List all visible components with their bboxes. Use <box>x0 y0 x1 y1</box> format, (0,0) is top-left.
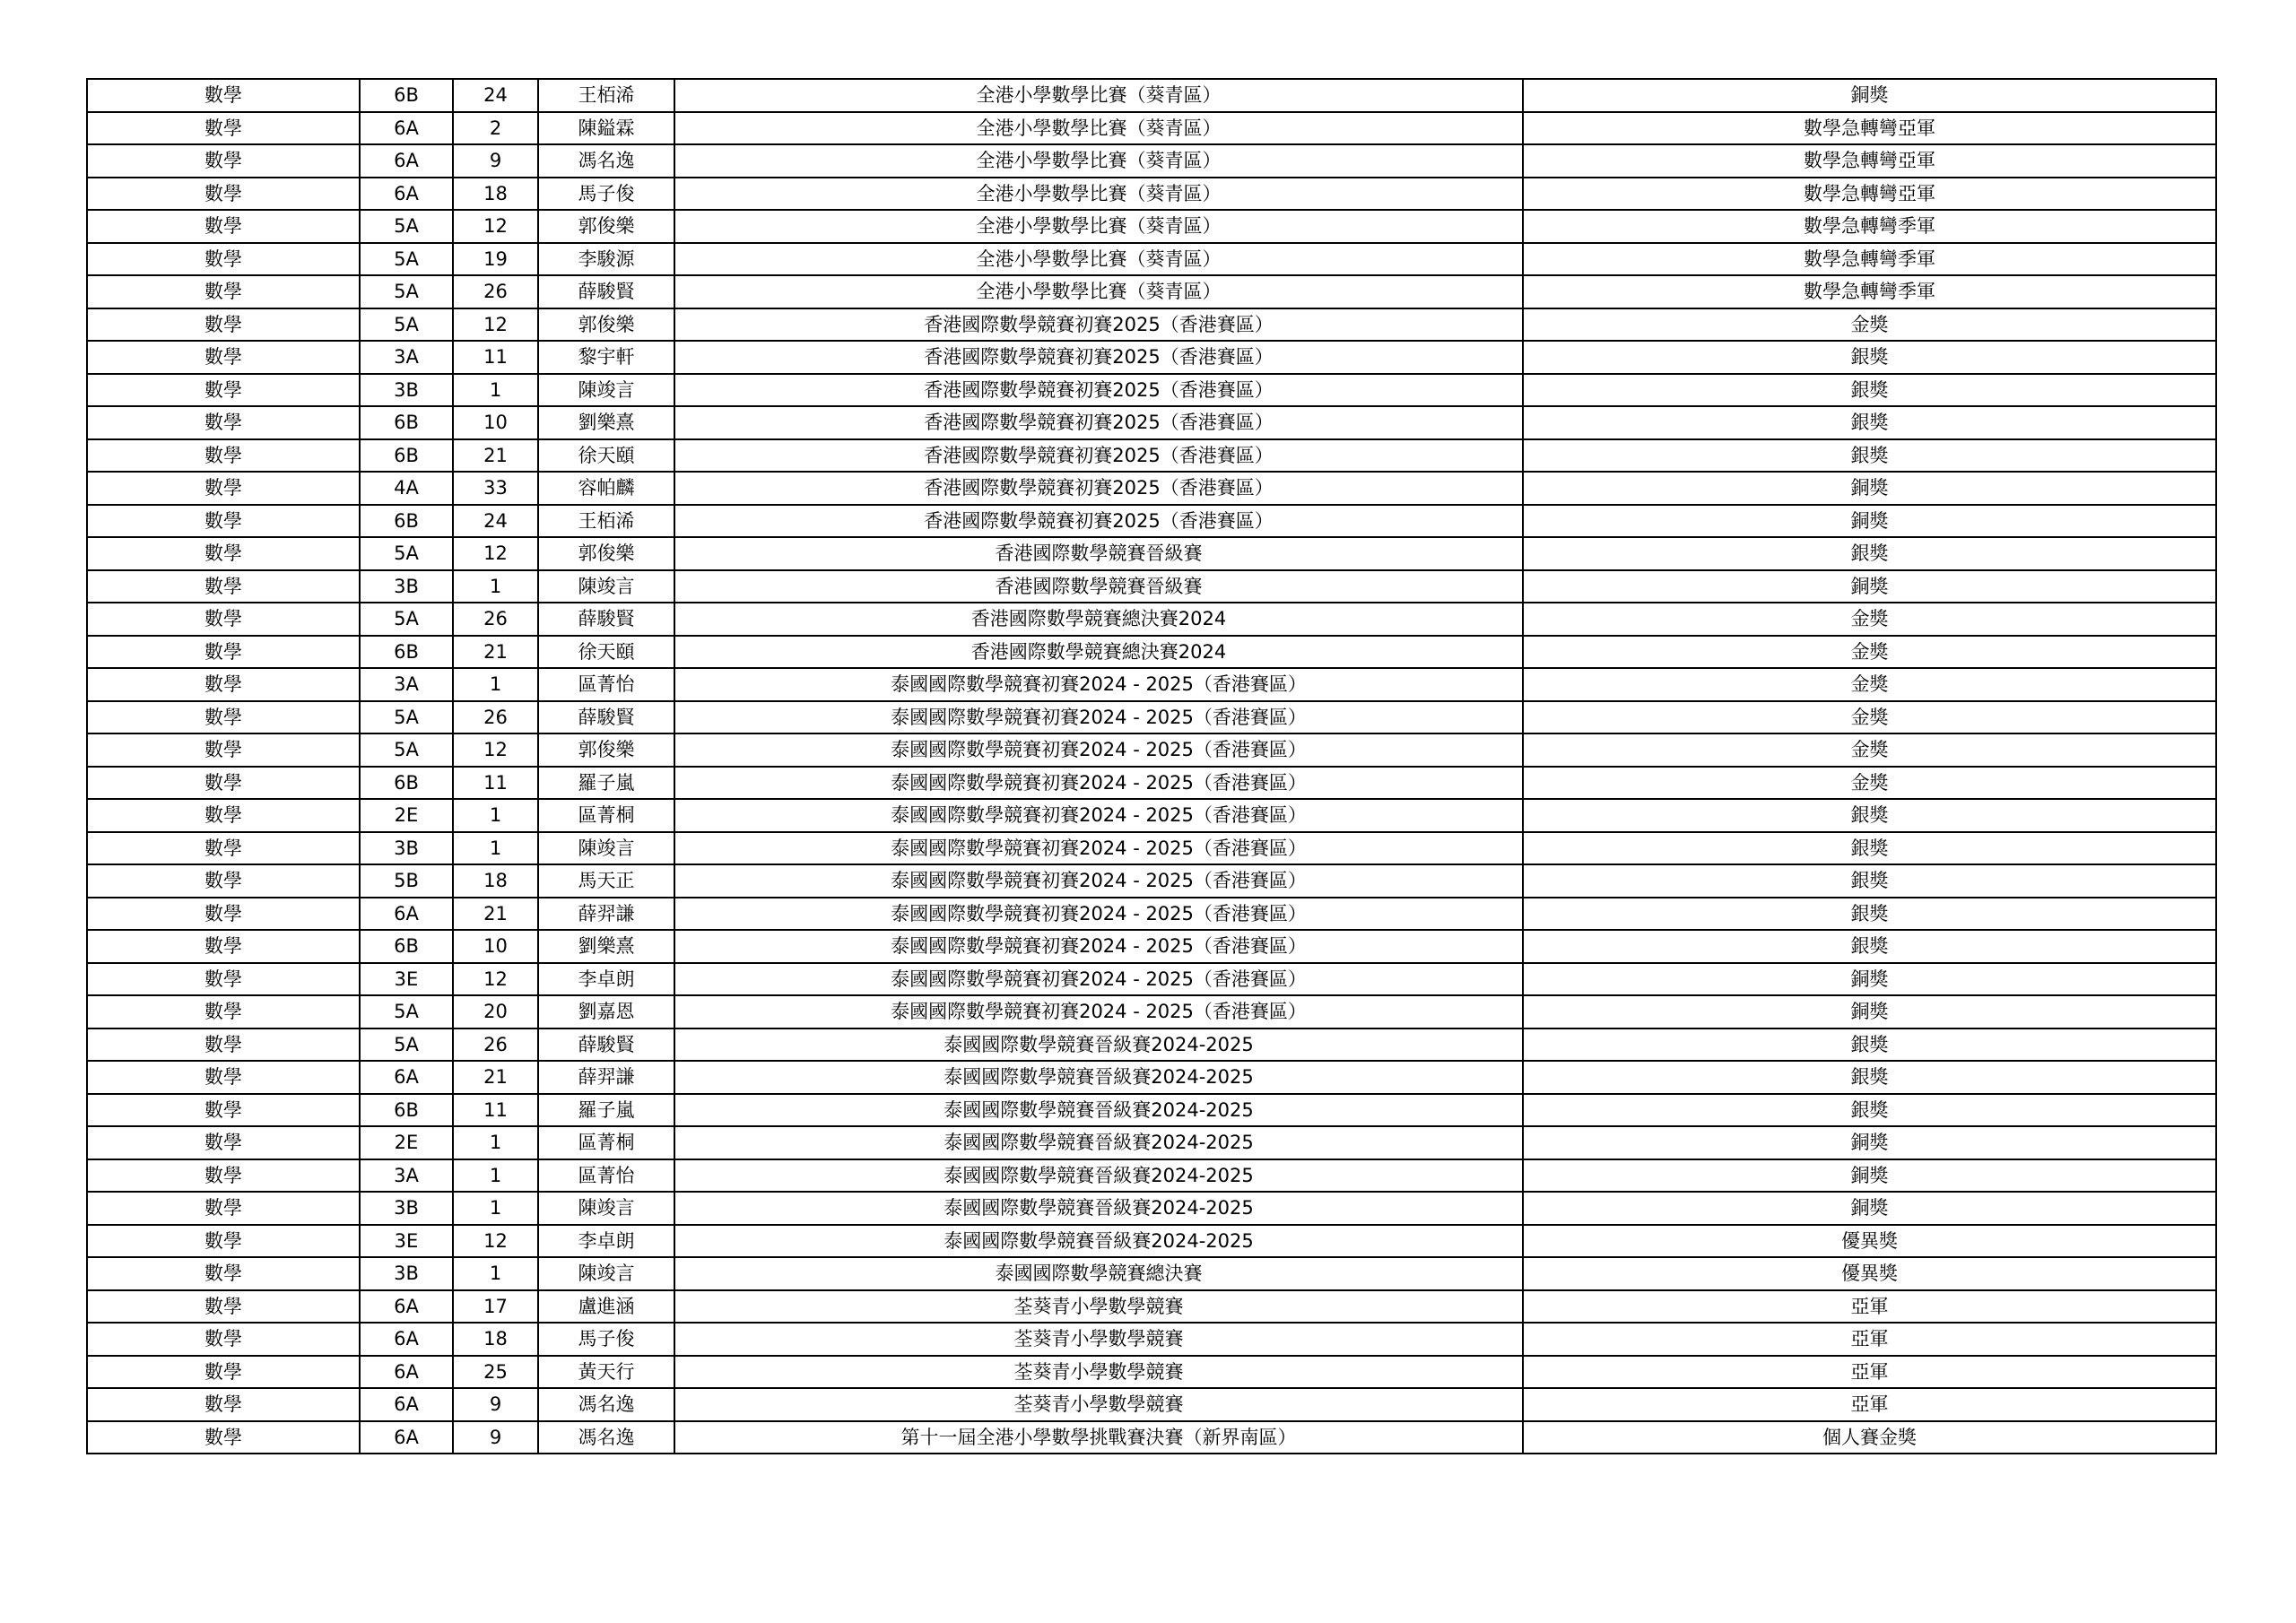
subject-cell: 數學 <box>87 1192 360 1225</box>
award-cell: 銀獎 <box>1523 799 2216 832</box>
award-cell: 銀獎 <box>1523 1061 2216 1094</box>
student-name-cell: 盧進涵 <box>538 1290 674 1324</box>
table-row <box>87 1257 2216 1290</box>
competition-cell: 香港國際數學競賽初賽2025（香港賽區） <box>674 374 1523 407</box>
student-name-cell: 郭俊樂 <box>538 537 674 570</box>
subject-cell: 數學 <box>87 1126 360 1159</box>
student-number-cell: 1 <box>453 374 538 407</box>
table-row <box>87 668 2216 701</box>
competition-cell: 香港國際數學競賽初賽2025（香港賽區） <box>674 308 1523 342</box>
table-row <box>87 210 2216 243</box>
subject-cell: 數學 <box>87 1290 360 1324</box>
competition-cell: 香港國際數學競賽初賽2025（香港賽區） <box>674 472 1523 505</box>
student-number-cell: 1 <box>453 668 538 701</box>
student-number-cell: 11 <box>453 1094 538 1127</box>
class-cell: 6B <box>360 1094 453 1127</box>
student-number-cell: 25 <box>453 1356 538 1389</box>
class-cell: 5A <box>360 1028 453 1062</box>
student-number-cell: 21 <box>453 898 538 931</box>
table-row <box>87 570 2216 603</box>
competition-cell: 香港國際數學競賽初賽2025（香港賽區） <box>674 505 1523 538</box>
student-name-cell: 薛羿謙 <box>538 1061 674 1094</box>
student-name-cell: 陳竣言 <box>538 1192 674 1225</box>
class-cell: 6A <box>360 1421 453 1454</box>
student-number-cell: 1 <box>453 1159 538 1193</box>
competition-cell: 全港小學數學比賽（葵青區） <box>674 210 1523 243</box>
student-name-cell: 馬子俊 <box>538 1323 674 1356</box>
award-cell: 銀獎 <box>1523 374 2216 407</box>
competition-cell: 泰國國際數學競賽初賽2024 - 2025（香港賽區） <box>674 733 1523 767</box>
class-cell: 6B <box>360 79 453 112</box>
subject-cell: 數學 <box>87 178 360 211</box>
subject-cell: 數學 <box>87 79 360 112</box>
competition-cell: 香港國際數學競賽晉級賽 <box>674 570 1523 603</box>
subject-cell: 數學 <box>87 1257 360 1290</box>
student-number-cell: 26 <box>453 275 538 308</box>
subject-cell: 數學 <box>87 275 360 308</box>
competition-cell: 泰國國際數學競賽晉級賽2024-2025 <box>674 1192 1523 1225</box>
awards-table-body <box>87 79 2216 1454</box>
award-cell: 數學急轉彎季軍 <box>1523 210 2216 243</box>
competition-cell: 全港小學數學比賽（葵青區） <box>674 275 1523 308</box>
award-cell: 金獎 <box>1523 668 2216 701</box>
student-name-cell: 馮名逸 <box>538 1388 674 1421</box>
award-cell: 銀獎 <box>1523 930 2216 963</box>
class-cell: 6B <box>360 636 453 669</box>
student-number-cell: 18 <box>453 1323 538 1356</box>
table-row <box>87 733 2216 767</box>
class-cell: 3A <box>360 1159 453 1193</box>
subject-cell: 數學 <box>87 243 360 276</box>
subject-cell: 數學 <box>87 995 360 1028</box>
student-number-cell: 9 <box>453 1388 538 1421</box>
award-cell: 數學急轉彎亞軍 <box>1523 178 2216 211</box>
competition-cell: 荃葵青小學數學競賽 <box>674 1323 1523 1356</box>
class-cell: 3B <box>360 1257 453 1290</box>
award-cell: 銅獎 <box>1523 963 2216 996</box>
class-cell: 5A <box>360 210 453 243</box>
student-number-cell: 17 <box>453 1290 538 1324</box>
student-number-cell: 24 <box>453 505 538 538</box>
award-cell: 數學急轉彎亞軍 <box>1523 144 2216 178</box>
award-cell: 亞軍 <box>1523 1323 2216 1356</box>
student-name-cell: 羅子嵐 <box>538 1094 674 1127</box>
class-cell: 3A <box>360 341 453 374</box>
subject-cell: 數學 <box>87 767 360 800</box>
competition-cell: 泰國國際數學競賽晉級賽2024-2025 <box>674 1061 1523 1094</box>
table-row <box>87 472 2216 505</box>
table-row <box>87 374 2216 407</box>
competition-cell: 泰國國際數學競賽晉級賽2024-2025 <box>674 1028 1523 1062</box>
table-row <box>87 243 2216 276</box>
competition-cell: 全港小學數學比賽（葵青區） <box>674 144 1523 178</box>
award-cell: 金獎 <box>1523 308 2216 342</box>
class-cell: 3B <box>360 1192 453 1225</box>
award-cell: 金獎 <box>1523 733 2216 767</box>
student-name-cell: 徐天頤 <box>538 439 674 473</box>
table-row <box>87 178 2216 211</box>
class-cell: 6B <box>360 439 453 473</box>
subject-cell: 數學 <box>87 1356 360 1389</box>
student-number-cell: 26 <box>453 1028 538 1062</box>
award-cell: 銅獎 <box>1523 505 2216 538</box>
table-row <box>87 1159 2216 1193</box>
student-name-cell: 郭俊樂 <box>538 733 674 767</box>
student-name-cell: 薛駿賢 <box>538 275 674 308</box>
award-cell: 銅獎 <box>1523 472 2216 505</box>
student-name-cell: 薛駿賢 <box>538 603 674 636</box>
table-row <box>87 832 2216 865</box>
award-cell: 銀獎 <box>1523 1028 2216 1062</box>
table-row <box>87 1388 2216 1421</box>
class-cell: 5A <box>360 275 453 308</box>
subject-cell: 數學 <box>87 832 360 865</box>
award-cell: 銅獎 <box>1523 995 2216 1028</box>
subject-cell: 數學 <box>87 406 360 439</box>
award-cell: 銅獎 <box>1523 570 2216 603</box>
competition-cell: 香港國際數學競賽初賽2025（香港賽區） <box>674 406 1523 439</box>
award-cell: 銅獎 <box>1523 1159 2216 1193</box>
class-cell: 6A <box>360 178 453 211</box>
student-number-cell: 19 <box>453 243 538 276</box>
competition-cell: 第十一屆全港小學數學挑戰賽決賽（新界南區） <box>674 1421 1523 1454</box>
award-cell: 個人賽金獎 <box>1523 1421 2216 1454</box>
student-name-cell: 徐天頤 <box>538 636 674 669</box>
competition-cell: 泰國國際數學競賽初賽2024 - 2025（香港賽區） <box>674 995 1523 1028</box>
table-row <box>87 1061 2216 1094</box>
student-number-cell: 12 <box>453 963 538 996</box>
table-row <box>87 930 2216 963</box>
student-number-cell: 21 <box>453 1061 538 1094</box>
table-row <box>87 1192 2216 1225</box>
subject-cell: 數學 <box>87 112 360 145</box>
subject-cell: 數學 <box>87 439 360 473</box>
student-name-cell: 區菁怡 <box>538 668 674 701</box>
student-name-cell: 容帕麟 <box>538 472 674 505</box>
student-number-cell: 1 <box>453 1126 538 1159</box>
table-row <box>87 963 2216 996</box>
class-cell: 6B <box>360 930 453 963</box>
competition-cell: 荃葵青小學數學競賽 <box>674 1290 1523 1324</box>
subject-cell: 數學 <box>87 864 360 898</box>
student-number-cell: 2 <box>453 112 538 145</box>
table-row <box>87 636 2216 669</box>
student-number-cell: 18 <box>453 864 538 898</box>
table-row <box>87 995 2216 1028</box>
class-cell: 5A <box>360 537 453 570</box>
student-number-cell: 12 <box>453 1225 538 1258</box>
student-name-cell: 陳竣言 <box>538 832 674 865</box>
subject-cell: 數學 <box>87 1323 360 1356</box>
competition-cell: 香港國際數學競賽總決賽2024 <box>674 636 1523 669</box>
table-row <box>87 341 2216 374</box>
student-number-cell: 12 <box>453 733 538 767</box>
subject-cell: 數學 <box>87 603 360 636</box>
subject-cell: 數學 <box>87 1094 360 1127</box>
table-row <box>87 1356 2216 1389</box>
class-cell: 2E <box>360 1126 453 1159</box>
class-cell: 5A <box>360 308 453 342</box>
student-name-cell: 區菁桐 <box>538 1126 674 1159</box>
class-cell: 5A <box>360 733 453 767</box>
competition-cell: 香港國際數學競賽初賽2025（香港賽區） <box>674 439 1523 473</box>
table-row <box>87 1421 2216 1454</box>
student-name-cell: 王栢浠 <box>538 79 674 112</box>
competition-cell: 泰國國際數學競賽初賽2024 - 2025（香港賽區） <box>674 799 1523 832</box>
competition-cell: 泰國國際數學競賽晉級賽2024-2025 <box>674 1094 1523 1127</box>
subject-cell: 數學 <box>87 1028 360 1062</box>
student-number-cell: 9 <box>453 1421 538 1454</box>
award-cell: 金獎 <box>1523 603 2216 636</box>
competition-cell: 泰國國際數學競賽初賽2024 - 2025（香港賽區） <box>674 930 1523 963</box>
table-row <box>87 537 2216 570</box>
subject-cell: 數學 <box>87 1061 360 1094</box>
table-row <box>87 799 2216 832</box>
class-cell: 5A <box>360 603 453 636</box>
student-name-cell: 馮名逸 <box>538 144 674 178</box>
class-cell: 5A <box>360 701 453 734</box>
student-number-cell: 1 <box>453 799 538 832</box>
competition-cell: 泰國國際數學競賽晉級賽2024-2025 <box>674 1126 1523 1159</box>
subject-cell: 數學 <box>87 963 360 996</box>
award-cell: 銀獎 <box>1523 341 2216 374</box>
table-row <box>87 603 2216 636</box>
table-row <box>87 505 2216 538</box>
award-cell: 金獎 <box>1523 701 2216 734</box>
subject-cell: 數學 <box>87 472 360 505</box>
student-number-cell: 12 <box>453 210 538 243</box>
table-row <box>87 1094 2216 1127</box>
student-name-cell: 馬子俊 <box>538 178 674 211</box>
table-row <box>87 1028 2216 1062</box>
student-number-cell: 21 <box>453 439 538 473</box>
award-cell: 銀獎 <box>1523 832 2216 865</box>
student-name-cell: 陳竣言 <box>538 1257 674 1290</box>
award-cell: 數學急轉彎季軍 <box>1523 243 2216 276</box>
student-name-cell: 李卓朗 <box>538 1225 674 1258</box>
competition-cell: 香港國際數學競賽初賽2025（香港賽區） <box>674 341 1523 374</box>
competition-cell: 泰國國際數學競賽初賽2024 - 2025（香港賽區） <box>674 963 1523 996</box>
award-cell: 金獎 <box>1523 636 2216 669</box>
student-name-cell: 李駿源 <box>538 243 674 276</box>
award-cell: 數學急轉彎亞軍 <box>1523 112 2216 145</box>
student-name-cell: 區菁桐 <box>538 799 674 832</box>
table-row <box>87 308 2216 342</box>
subject-cell: 數學 <box>87 537 360 570</box>
class-cell: 6A <box>360 898 453 931</box>
subject-cell: 數學 <box>87 374 360 407</box>
competition-cell: 全港小學數學比賽（葵青區） <box>674 178 1523 211</box>
subject-cell: 數學 <box>87 668 360 701</box>
subject-cell: 數學 <box>87 930 360 963</box>
subject-cell: 數學 <box>87 733 360 767</box>
table-row <box>87 439 2216 473</box>
table-row <box>87 701 2216 734</box>
student-name-cell: 薛駿賢 <box>538 1028 674 1062</box>
class-cell: 6A <box>360 1323 453 1356</box>
subject-cell: 數學 <box>87 308 360 342</box>
student-number-cell: 1 <box>453 1192 538 1225</box>
subject-cell: 數學 <box>87 898 360 931</box>
class-cell: 6A <box>360 144 453 178</box>
class-cell: 6B <box>360 505 453 538</box>
student-number-cell: 12 <box>453 308 538 342</box>
class-cell: 5B <box>360 864 453 898</box>
student-name-cell: 羅子嵐 <box>538 767 674 800</box>
student-number-cell: 12 <box>453 537 538 570</box>
student-name-cell: 黎宇軒 <box>538 341 674 374</box>
subject-cell: 數學 <box>87 1421 360 1454</box>
competition-cell: 泰國國際數學競賽初賽2024 - 2025（香港賽區） <box>674 832 1523 865</box>
subject-cell: 數學 <box>87 505 360 538</box>
student-name-cell: 陳竣言 <box>538 374 674 407</box>
table-row <box>87 767 2216 800</box>
table-row <box>87 1126 2216 1159</box>
competition-cell: 泰國國際數學競賽晉級賽2024-2025 <box>674 1225 1523 1258</box>
competition-cell: 泰國國際數學競賽總決賽 <box>674 1257 1523 1290</box>
student-name-cell: 薛羿謙 <box>538 898 674 931</box>
student-number-cell: 24 <box>453 79 538 112</box>
table-row <box>87 79 2216 112</box>
student-name-cell: 陳竣言 <box>538 570 674 603</box>
subject-cell: 數學 <box>87 210 360 243</box>
class-cell: 6B <box>360 767 453 800</box>
student-name-cell: 劉嘉恩 <box>538 995 674 1028</box>
award-cell: 優異獎 <box>1523 1257 2216 1290</box>
student-name-cell: 李卓朗 <box>538 963 674 996</box>
class-cell: 4A <box>360 472 453 505</box>
subject-cell: 數學 <box>87 1388 360 1421</box>
student-name-cell: 劉樂熹 <box>538 930 674 963</box>
competition-cell: 泰國國際數學競賽初賽2024 - 2025（香港賽區） <box>674 701 1523 734</box>
competition-cell: 泰國國際數學競賽初賽2024 - 2025（香港賽區） <box>674 864 1523 898</box>
award-cell: 銅獎 <box>1523 79 2216 112</box>
competition-cell: 泰國國際數學競賽初賽2024 - 2025（香港賽區） <box>674 767 1523 800</box>
award-cell: 數學急轉彎季軍 <box>1523 275 2216 308</box>
award-cell: 銀獎 <box>1523 439 2216 473</box>
competition-cell: 泰國國際數學競賽初賽2024 - 2025（香港賽區） <box>674 898 1523 931</box>
table-row <box>87 275 2216 308</box>
award-cell: 銀獎 <box>1523 537 2216 570</box>
class-cell: 3B <box>360 374 453 407</box>
class-cell: 6B <box>360 406 453 439</box>
student-number-cell: 11 <box>453 341 538 374</box>
award-cell: 優異獎 <box>1523 1225 2216 1258</box>
awards-sheet <box>86 78 2215 1454</box>
student-name-cell: 陳鎰霖 <box>538 112 674 145</box>
student-name-cell: 劉樂熹 <box>538 406 674 439</box>
award-cell: 金獎 <box>1523 767 2216 800</box>
table-row <box>87 1290 2216 1324</box>
subject-cell: 數學 <box>87 144 360 178</box>
competition-cell: 香港國際數學競賽總決賽2024 <box>674 603 1523 636</box>
competition-cell: 全港小學數學比賽（葵青區） <box>674 112 1523 145</box>
table-row <box>87 144 2216 178</box>
class-cell: 5A <box>360 243 453 276</box>
competition-cell: 荃葵青小學數學競賽 <box>674 1356 1523 1389</box>
table-row <box>87 898 2216 931</box>
subject-cell: 數學 <box>87 1225 360 1258</box>
student-number-cell: 1 <box>453 832 538 865</box>
table-row <box>87 1225 2216 1258</box>
competition-cell: 荃葵青小學數學競賽 <box>674 1388 1523 1421</box>
subject-cell: 數學 <box>87 341 360 374</box>
class-cell: 2E <box>360 799 453 832</box>
student-name-cell: 郭俊樂 <box>538 210 674 243</box>
student-number-cell: 1 <box>453 1257 538 1290</box>
student-name-cell: 馬天正 <box>538 864 674 898</box>
student-name-cell: 郭俊樂 <box>538 308 674 342</box>
competition-cell: 全港小學數學比賽（葵青區） <box>674 79 1523 112</box>
table-row <box>87 864 2216 898</box>
class-cell: 6A <box>360 1356 453 1389</box>
award-cell: 銅獎 <box>1523 1126 2216 1159</box>
table-row <box>87 1323 2216 1356</box>
table-row <box>87 112 2216 145</box>
award-cell: 銀獎 <box>1523 898 2216 931</box>
student-number-cell: 10 <box>453 930 538 963</box>
awards-table <box>86 78 2217 1454</box>
class-cell: 6A <box>360 1290 453 1324</box>
class-cell: 3B <box>360 570 453 603</box>
class-cell: 6A <box>360 1061 453 1094</box>
class-cell: 3E <box>360 1225 453 1258</box>
award-cell: 銀獎 <box>1523 864 2216 898</box>
student-number-cell: 18 <box>453 178 538 211</box>
award-cell: 銀獎 <box>1523 1094 2216 1127</box>
competition-cell: 香港國際數學競賽晉級賽 <box>674 537 1523 570</box>
competition-cell: 全港小學數學比賽（葵青區） <box>674 243 1523 276</box>
competition-cell: 泰國國際數學競賽初賽2024 - 2025（香港賽區） <box>674 668 1523 701</box>
class-cell: 3B <box>360 832 453 865</box>
student-number-cell: 33 <box>453 472 538 505</box>
student-number-cell: 21 <box>453 636 538 669</box>
subject-cell: 數學 <box>87 799 360 832</box>
competition-cell: 泰國國際數學競賽晉級賽2024-2025 <box>674 1159 1523 1193</box>
class-cell: 5A <box>360 995 453 1028</box>
class-cell: 6A <box>360 112 453 145</box>
student-number-cell: 26 <box>453 603 538 636</box>
student-name-cell: 黃天行 <box>538 1356 674 1389</box>
student-number-cell: 26 <box>453 701 538 734</box>
table-row <box>87 406 2216 439</box>
student-name-cell: 區菁怡 <box>538 1159 674 1193</box>
award-cell: 亞軍 <box>1523 1356 2216 1389</box>
class-cell: 6A <box>360 1388 453 1421</box>
subject-cell: 數學 <box>87 701 360 734</box>
student-number-cell: 11 <box>453 767 538 800</box>
student-number-cell: 20 <box>453 995 538 1028</box>
student-number-cell: 9 <box>453 144 538 178</box>
award-cell: 亞軍 <box>1523 1290 2216 1324</box>
award-cell: 銅獎 <box>1523 1192 2216 1225</box>
student-name-cell: 薛駿賢 <box>538 701 674 734</box>
class-cell: 3E <box>360 963 453 996</box>
student-number-cell: 10 <box>453 406 538 439</box>
award-cell: 亞軍 <box>1523 1388 2216 1421</box>
subject-cell: 數學 <box>87 570 360 603</box>
award-cell: 銀獎 <box>1523 406 2216 439</box>
student-number-cell: 1 <box>453 570 538 603</box>
class-cell: 3A <box>360 668 453 701</box>
student-name-cell: 王栢浠 <box>538 505 674 538</box>
subject-cell: 數學 <box>87 636 360 669</box>
subject-cell: 數學 <box>87 1159 360 1193</box>
student-name-cell: 馮名逸 <box>538 1421 674 1454</box>
